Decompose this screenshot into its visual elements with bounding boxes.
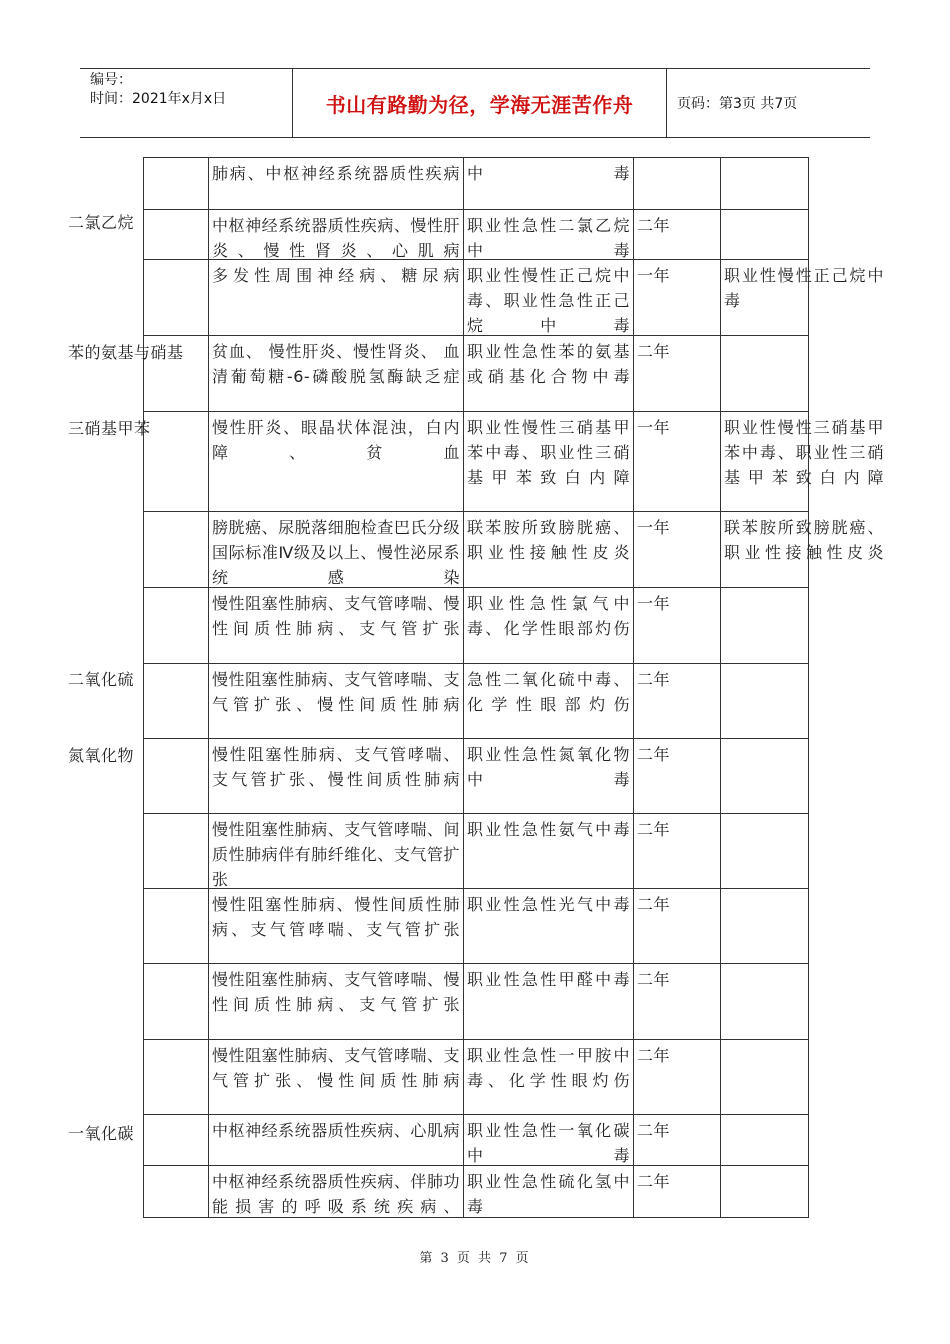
occupational-disease-cell-text: 职业性急性氯气中毒、化学性眼部灼伤 (467, 594, 630, 638)
table-row (144, 813, 808, 889)
target-disease-cell (720, 814, 808, 889)
target-disease-cell (720, 889, 808, 964)
contraindication-cell (208, 588, 463, 664)
table-row (144, 663, 808, 739)
exam-period-cell-text: 一年 (637, 418, 671, 437)
contraindication-cell-text: 慢性阻塞性肺病、慢性间质性肺病、支气管哮喘、支气管扩张 (212, 895, 460, 939)
occupational-disease-cell (463, 1166, 633, 1218)
contraindication-table (143, 157, 884, 1218)
target-disease-cell (720, 336, 808, 412)
occupational-disease-cell-text: 职业性急性二氯乙烷中毒 (467, 216, 630, 260)
occupational-disease-cell-text: 中毒 (467, 164, 630, 183)
target-disease-cell (720, 964, 808, 1040)
occupational-disease-cell-text: 职业性急性氮氧化物中毒 (467, 745, 630, 789)
table-row (144, 209, 808, 260)
occupational-disease-cell (463, 664, 633, 739)
contraindication-cell (208, 964, 463, 1040)
contraindication-cell-text: 膀胱癌、尿脱落细胞检查巴氏分级国际标准Ⅳ级及以上、慢性泌尿系统感染 (212, 518, 460, 587)
exam-period-cell (633, 336, 720, 412)
substance-label: 三硝基甲苯 (68, 419, 151, 438)
occupational-disease-cell-text: 职业性慢性三硝基甲苯中毒、职业性三硝基甲苯致白内障 (467, 418, 630, 487)
exam-period-cell (633, 889, 720, 964)
target-disease-cell-text: 职业性慢性三硝基甲苯中毒、职业性三硝基甲苯致白内障 (724, 418, 884, 487)
table-row (144, 411, 884, 512)
occupational-disease-cell (463, 814, 633, 889)
time-label: 时间：2021年x月x日 (90, 91, 227, 107)
motto: 书山有路勤为径，学海无涯苦作舟 (325, 92, 634, 117)
exam-period-cell (633, 588, 720, 664)
table-row (144, 888, 808, 964)
occupational-disease-cell (463, 1115, 633, 1166)
table-row (144, 157, 808, 210)
exam-period-cell-text: 二年 (637, 1172, 671, 1191)
target-disease-cell (720, 1166, 808, 1218)
target-disease-cell (720, 158, 808, 210)
substance-label: 苯的氨基与硝基 (68, 343, 184, 362)
target-disease-cell (720, 1115, 808, 1166)
table-row (144, 335, 808, 412)
contraindication-cell (208, 210, 463, 260)
exam-period-cell-text: 二年 (637, 1046, 671, 1065)
occupational-disease-cell-text: 联苯胺所致膀胱癌、 职业性接触性皮炎 (467, 518, 630, 562)
occupational-disease-cell (463, 964, 633, 1040)
table-row (144, 738, 808, 814)
header-meta (80, 69, 293, 137)
contraindication-cell (208, 739, 463, 814)
occupational-disease-cell (463, 512, 633, 588)
occupational-disease-cell (463, 336, 633, 412)
exam-period-cell (633, 1166, 720, 1218)
contraindication-cell-text: 中枢神经系统器质性疾病、伴肺功能损害的呼吸系统疾病、 (212, 1172, 460, 1216)
occupational-disease-cell (463, 739, 633, 814)
target-disease-cell (720, 664, 808, 739)
table-row (144, 1114, 808, 1166)
exam-period-cell (633, 158, 720, 210)
exam-period-cell (633, 739, 720, 814)
exam-period-cell-text: 二年 (637, 216, 671, 235)
contraindication-cell-text: 慢性阻塞性肺病、支气管哮喘、 支气管扩张、慢性间质性肺病 (212, 745, 460, 789)
code-label: 编号： (90, 72, 132, 88)
header-page-box (667, 69, 870, 137)
exam-period-cell-text: 二年 (637, 1121, 671, 1140)
occupational-disease-cell (463, 588, 633, 664)
occupational-disease-cell-text: 职业性急性一甲胺中毒、化学性眼灼伤 (467, 1046, 630, 1090)
exam-period-cell-text: 一年 (637, 518, 671, 537)
occupational-disease-cell (463, 412, 633, 512)
exam-period-cell (633, 412, 720, 512)
substance-label: 一氧化碳 (68, 1124, 135, 1143)
target-disease-cell (720, 210, 808, 260)
header-motto-box (293, 69, 667, 137)
occupational-disease-cell (463, 1040, 633, 1115)
substance-label: 氮氧化物 (68, 746, 135, 765)
occupational-disease-cell-text: 急性二氧化硫中毒、化学性眼部灼伤 (467, 670, 630, 714)
contraindication-cell-text: 多发性周围神经病、糖尿病 (212, 266, 460, 285)
table-row (144, 587, 808, 664)
contraindication-cell (208, 889, 463, 964)
exam-period-cell (633, 260, 720, 336)
substance-label: 二氯乙烷 (68, 213, 135, 232)
occupational-disease-cell-text: 职业性急性氨气中毒 (467, 820, 630, 839)
exam-period-cell (633, 1040, 720, 1115)
contraindication-cell-text: 慢性阻塞性肺病、支气管哮喘、间质性肺病伴有肺纤维化、支气管扩张 (212, 820, 460, 889)
contraindication-cell-text: 贫血、 慢性肝炎、慢性肾炎、 血清葡萄糖-6-磷酸脱氢酶缺乏症 (212, 342, 460, 386)
occupational-disease-cell-text: 职业性急性光气中毒 (467, 895, 630, 914)
exam-period-cell-text: 二年 (637, 670, 671, 689)
table-row (144, 259, 884, 336)
table-row (144, 1039, 808, 1115)
contraindication-cell-text: 慢性阻塞性肺病、支气管哮喘、慢性间质性肺病、支气管扩张 (212, 594, 460, 638)
occupational-disease-cell-text: 职业性急性甲醛中毒 (467, 970, 630, 989)
contraindication-cell-text: 慢性阻塞性肺病、支气管哮喘、支气管扩张、慢性间质性肺病 (212, 670, 460, 714)
contraindication-cell (208, 1166, 463, 1218)
occupational-disease-cell (463, 260, 633, 336)
exam-period-cell-text: 二年 (637, 895, 671, 914)
contraindication-cell (208, 512, 463, 588)
page-label: 页码：第3页 共7页 (677, 96, 798, 112)
occupational-disease-cell (463, 210, 633, 260)
table-row (144, 1165, 808, 1218)
contraindication-cell (208, 664, 463, 739)
exam-period-cell-text: 一年 (637, 266, 671, 285)
occupational-disease-cell-text: 职业性急性一氧化碳中毒 (467, 1121, 630, 1165)
page-header (80, 68, 870, 138)
substance-label: 二氧化硫 (68, 670, 135, 689)
exam-period-cell-text: 二年 (637, 342, 671, 361)
contraindication-cell (208, 158, 463, 210)
contraindication-cell-text: 中枢神经系统器质性疾病、心肌病 (212, 1121, 460, 1140)
target-disease-cell (720, 739, 808, 814)
exam-period-cell-text: 二年 (637, 970, 671, 989)
exam-period-cell-text: 一年 (637, 594, 671, 613)
target-disease-cell (720, 512, 884, 588)
contraindication-cell-text: 慢性阻塞性肺病、支气管哮喘、慢性间质性肺病、支气管扩张 (212, 970, 460, 1014)
occupational-disease-cell-text: 职业性慢性正己烷中毒、职业性急性正己烷中毒 (467, 266, 630, 335)
contraindication-cell (208, 814, 463, 889)
exam-period-cell (633, 210, 720, 260)
occupational-disease-cell (463, 889, 633, 964)
contraindication-cell (208, 1040, 463, 1115)
contraindication-cell-text: 肺病、中枢神经系统器质性疾病 (212, 164, 460, 183)
exam-period-cell (633, 1115, 720, 1166)
contraindication-cell-text: 慢性阻塞性肺病、支气管哮喘、支气管扩张、慢性间质性肺病 (212, 1046, 460, 1090)
target-disease-cell-text: 联苯胺所致膀胱癌、职业性接触性皮炎 (724, 518, 884, 562)
target-disease-cell (720, 260, 884, 336)
contraindication-cell-text: 慢性肝炎、眼晶状体混浊，白内障、贫血 (212, 418, 460, 462)
contraindication-cell (208, 412, 463, 512)
occupational-disease-cell-text: 职业性急性苯的氨基或硝基化合物中毒 (467, 342, 630, 386)
exam-period-cell (633, 664, 720, 739)
exam-period-cell-text: 二年 (637, 820, 671, 839)
target-disease-cell (720, 588, 808, 664)
occupational-disease-cell (463, 158, 633, 210)
exam-period-cell-text: 二年 (637, 745, 671, 764)
exam-period-cell (633, 964, 720, 1040)
exam-period-cell (633, 512, 720, 588)
target-disease-cell (720, 1040, 808, 1115)
contraindication-cell-text: 中枢神经系统器质性疾病、慢性肝炎、慢性肾炎、心肌病 (212, 216, 460, 260)
table-row (144, 511, 884, 588)
target-disease-cell-text: 职业性慢性正己烷中毒 (724, 266, 884, 310)
table-row (144, 963, 808, 1040)
page-footer: 第 3 页 共 7 页 (419, 1251, 531, 1266)
exam-period-cell (633, 814, 720, 889)
target-disease-cell (720, 412, 884, 512)
occupational-disease-cell-text: 职业性急性硫化氢中毒 (467, 1172, 630, 1216)
contraindication-cell (208, 260, 463, 336)
contraindication-cell (208, 1115, 463, 1166)
contraindication-cell (208, 336, 463, 412)
